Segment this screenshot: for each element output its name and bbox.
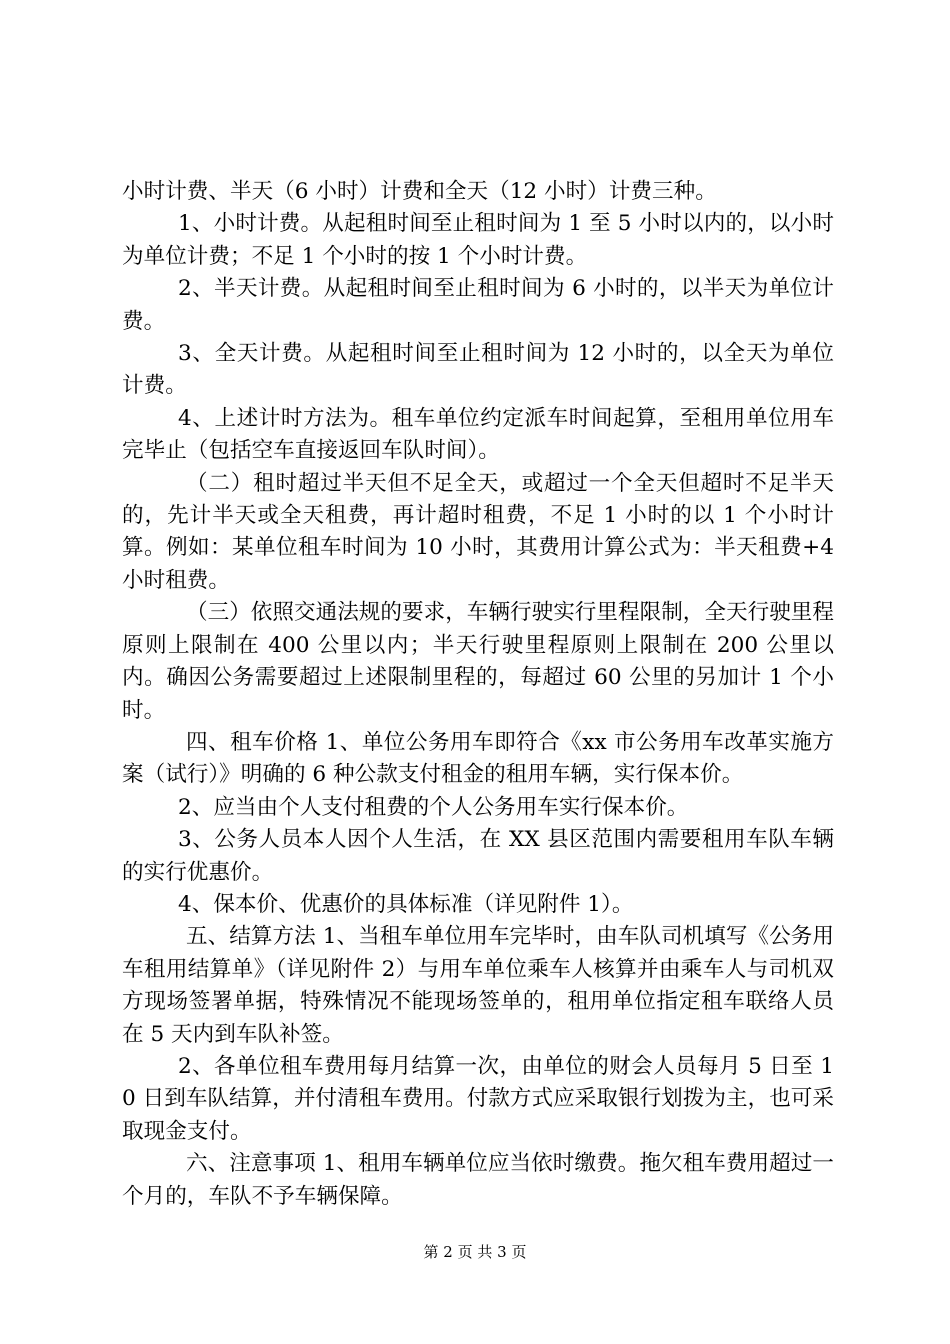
paragraph-13: 2、各单位租车费用每月结算一次，由单位的财会人员每月 5 日至 10 日到车队结算，并付清租车费用。付款方式应采取银行划拨为主，也可采取现金支付。 xyxy=(122,1053,834,1144)
paragraph-3: 2、半天计费。从起租时间至止租时间为 6 小时的，以半天为单位计费。 xyxy=(122,276,834,334)
paragraph-14: 六、注意事项 1、租用车辆单位应当依时缴费。拖欠租车费用超过一个月的，车队不予车辆保障。 xyxy=(122,1151,834,1209)
paragraph-8: 四、租车价格 1、单位公务用车即符合《xx 市公务用车改革实施方案（试行）》明确的 6 种公款支付租金的租用车辆，实行保本价。 xyxy=(122,729,834,788)
paragraph-4: 3、全天计费。从起租时间至止租时间为 12 小时的，以全天为单位计费。 xyxy=(122,341,834,399)
paragraph-11: 4、保本价、优惠价的具体标准（详见附件 1）。 xyxy=(178,891,634,917)
paragraph-10: 3、公务人员本人因个人生活，在 XX 县区范围内需要租用车队车辆的实行优惠价。 xyxy=(122,827,834,885)
document-body xyxy=(122,176,834,1213)
paragraph-5: 4、上述计时方法为。租车单位约定派车时间起算，至租用单位用车完毕止（包括空车直接返回车队时间）。 xyxy=(122,405,834,464)
paragraph-12: 五、结算方法 1、当租车单位用车完毕时，由车队司机填写《公务用车租用结算单》（详见附件 2）与用车单位乘车人核算并由乘车人与司机双方现场签署单据，特殊情况不能现场签单的，租用单位指定租车联络人员在 5 天内到车队补签。 xyxy=(122,924,834,1047)
paragraph-7: （三）依照交通法规的要求，车辆行驶实行里程限制，全天行驶里程原则上限制在 400 公里以内；半天行驶里程原则上限制在 200 公里以内。确因公务需要超过上述限制里程的，每超过 60 公里的另加计 1 个小时。 xyxy=(122,600,834,723)
paragraph-1: 小时计费、半天（6 小时）计费和全天（12 小时）计费三种。 xyxy=(122,179,717,204)
paragraph-6: （二）租时超过半天但不足全天，或超过一个全天但超时不足半天的，先计半天或全天租费，再计超时租费，不足 1 小时的以 1 个小时计算。例如：某单位租车时间为 10 小时，其费用计算公式为：半天租费+4 小时租费。 xyxy=(122,470,834,593)
page-number-footer: 第 2 页 共 3 页 xyxy=(423,1243,527,1261)
paragraph-9: 2、应当由个人支付租费的个人公务用车实行保本价。 xyxy=(178,794,689,820)
paragraph-2: 1、小时计费。从起租时间至止租时间为 1 至 5 小时以内的，以小时为单位计费；不足 1 个小时的按 1 个小时计费。 xyxy=(122,211,834,269)
